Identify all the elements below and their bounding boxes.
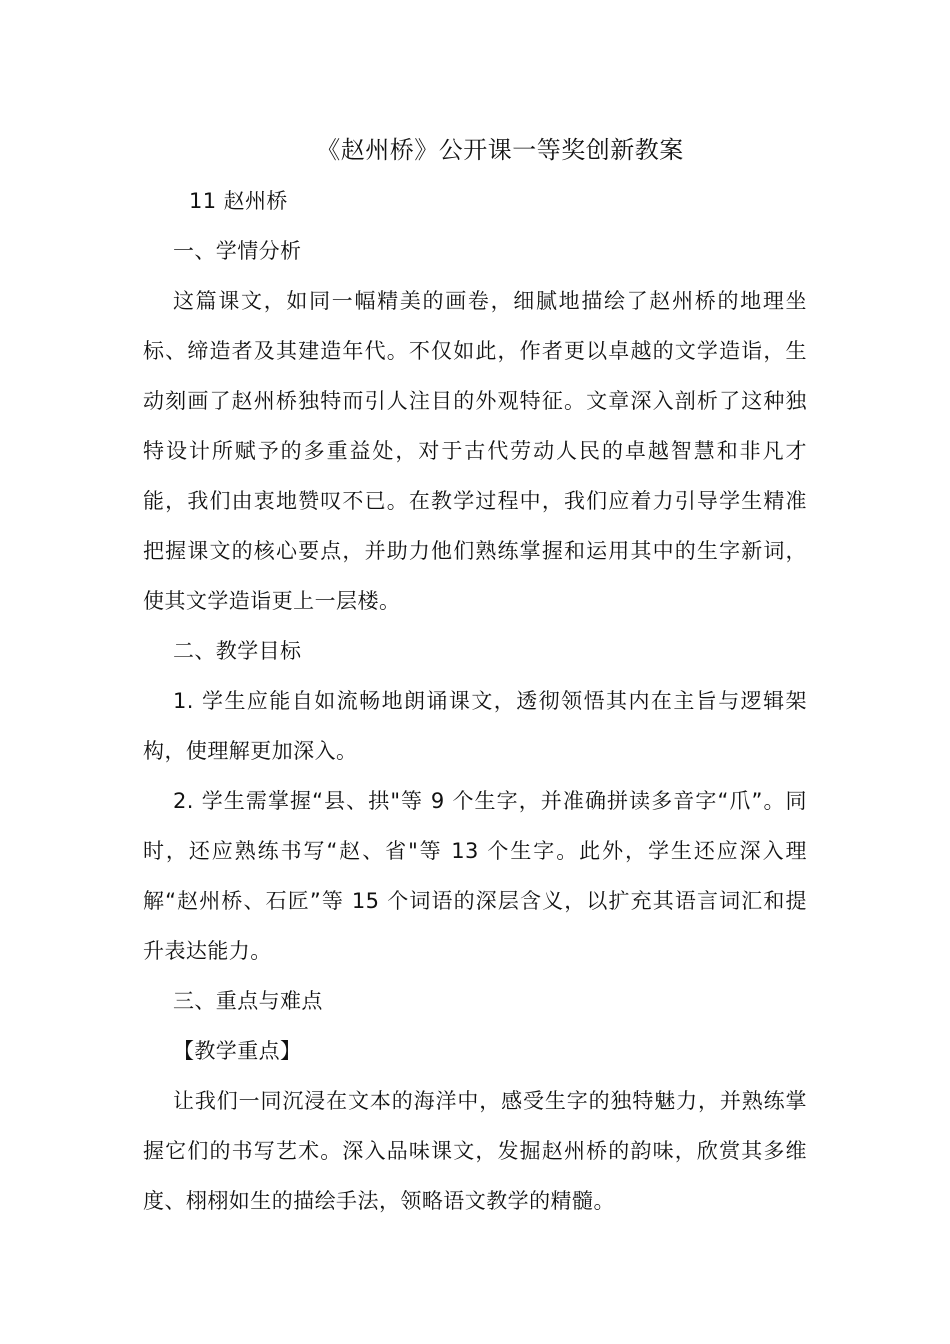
lesson-label: 11 赵州桥 (189, 189, 288, 213)
section-heading-goals: 二、教学目标 (173, 639, 302, 663)
paragraph-teaching-focus: 让我们一同沉浸在文本的海洋中，感受生字的独特魅力，并熟练掌握它们的书写艺术。深入品味课文，发掘赵州桥的韵味，欣赏其多维度、栩栩如生的描绘手法，领略语文教学的精髓。 (143, 1089, 807, 1213)
section-heading-analysis: 一、学情分析 (173, 239, 302, 263)
paragraph-goal-2: 2. 学生需掌握“县、拱"等 9 个生字，并准确拼读多音字“爪”。同时，还应熟练书写“赵、省"等 13 个生字。此外，学生还应深入理解“赵州桥、石匠”等 15 个词语的深层含义，以扩充其语言词汇和提升表达能力。 (143, 789, 807, 963)
paragraph-analysis: 这篇课文，如同一幅精美的画卷，细腻地描绘了赵州桥的地理坐标、缔造者及其建造年代。不仅如此，作者更以卓越的文学造诣，生动刻画了赵州桥独特而引人注目的外观特征。文章深入剖析了这种独特设计所赋予的多重益处，对于古代劳动人民的卓越智慧和非凡才能，我们由衷地赞叹不已。在教学过程中，我们应着力引导学生精准把握课文的核心要点，并助力他们熟练掌握和运用其中的生字新词，使其文学造诣更上一层楼。 (143, 289, 807, 613)
subheading-teaching-focus: 【教学重点】 (173, 1039, 302, 1063)
document-body (143, 176, 807, 1226)
paragraph-goal-1: 1. 学生应能自如流畅地朗诵课文，透彻领悟其内在主旨与逻辑架构，使理解更加深入。 (143, 689, 807, 763)
section-heading-key-points: 三、重点与难点 (173, 989, 323, 1013)
document-title: 《赵州桥》公开课一等奖创新教案 (316, 136, 684, 164)
